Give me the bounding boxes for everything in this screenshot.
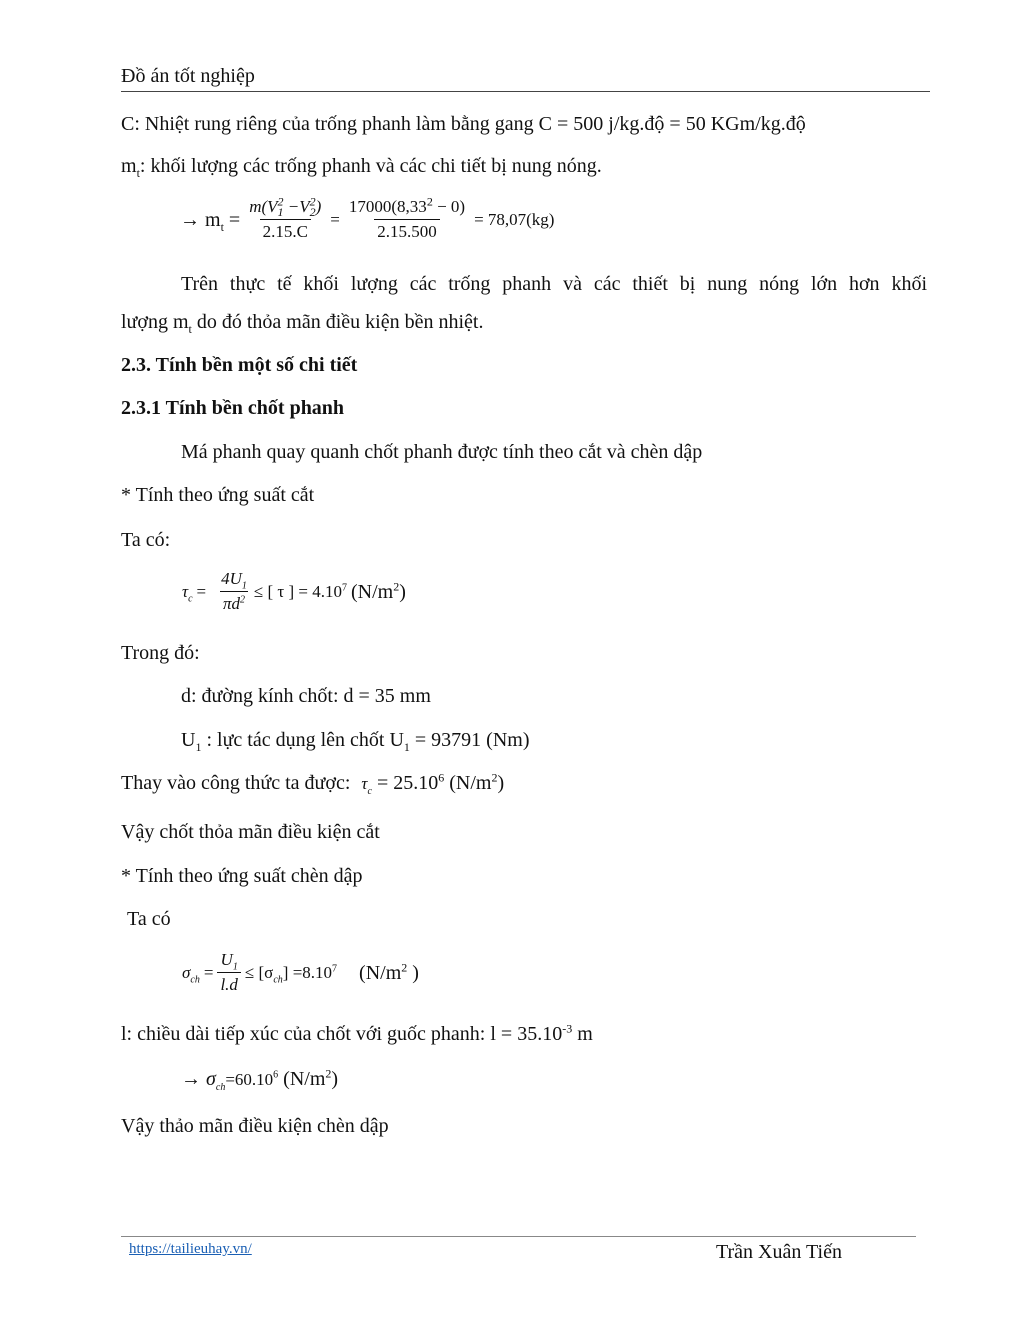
p-l-sup: -3: [562, 1021, 573, 1036]
p-thay-b: = 25.10: [371, 772, 439, 794]
f2-unit-end: ): [399, 580, 406, 603]
f2-unit-sup: 2: [393, 579, 400, 594]
f1-num1-i1: 1: [277, 205, 284, 220]
formula-bearing-numerator: [218, 950, 241, 972]
f2-unit: (N/m: [351, 580, 394, 603]
paragraph-real-2-sub: t: [188, 322, 192, 336]
formula-bearing-lhs: [182, 962, 200, 986]
f4-val: =60.10: [225, 1070, 274, 1089]
formula-mass-equals: =: [330, 209, 340, 229]
p-l-b: m: [572, 1023, 593, 1045]
formula-mass-lhs-sub: t: [220, 219, 224, 234]
p-thay-tau: τ: [361, 774, 368, 793]
f1-num1-c: ): [315, 197, 322, 216]
formula-mass: [180, 194, 555, 243]
p-thay-a: Thay vào công thức ta được:: [121, 772, 356, 794]
header-rule: [121, 91, 930, 92]
mt-definition-text: : khối lượng các trống phanh và các chi tiết bị nung nóng.: [139, 155, 602, 177]
p-thay-sup2: 2: [491, 770, 498, 785]
f3-rhs-b: ] =8.10: [282, 962, 333, 982]
formula-shear-fraction: [218, 569, 250, 615]
paragraph-u1: [181, 728, 530, 752]
formula-mass-lhs-eq: =: [223, 208, 241, 231]
formula-mass-numerator-1: [246, 194, 324, 220]
heading-2-3-1: 2.3.1 Tính bền chốt phanh: [121, 397, 345, 419]
p-thay-c: (N/m: [444, 772, 492, 794]
paragraph-taco: Ta có:: [121, 529, 171, 551]
formula-mass-denominator-1: 2.15.C: [260, 219, 311, 242]
paragraph-real-2: [121, 310, 483, 334]
f3-unit-sup: 2: [401, 960, 408, 975]
formula-shear-lhs: [182, 581, 193, 605]
formula-bearing-denominator: l.d: [217, 972, 240, 995]
p-thay-sup: 6: [438, 770, 445, 785]
f2-num-sub: 1: [241, 580, 247, 592]
f2-den: πd: [223, 594, 241, 614]
paragraph-real-2-a: lượng m: [121, 311, 189, 333]
p-thay-tau-sub: c: [367, 786, 372, 797]
f2-den-sup: 2: [240, 594, 246, 606]
paragraph-conclusion-bearing: Vậy thảo mãn điều kiện chèn dập: [121, 1115, 389, 1137]
f2-lhs-sub: c: [188, 593, 193, 605]
paragraph-conclusion-shear: Vậy chốt thỏa mãn điều kiện cắt: [121, 821, 380, 843]
paragraph-intro: Má phanh quay quanh chốt phanh được tính theo cắt và chèn dập: [181, 441, 703, 463]
f1-num2-s: 2: [426, 194, 433, 209]
f2-num: 4U: [221, 569, 242, 588]
formula-shear-denominator: [220, 591, 248, 614]
mt-symbol: m: [121, 155, 137, 177]
f1-num2-b: − 0): [432, 197, 466, 216]
header-title: Đồ án tốt nghiệp: [121, 65, 255, 87]
p-thay-d: ): [497, 772, 505, 794]
f1-num1-b: −V: [283, 197, 310, 216]
paragraph-length: [121, 1022, 593, 1046]
formula-mass-lhs-text: → m: [180, 208, 221, 231]
f1-num1-a: m(V: [249, 197, 278, 216]
f4-sub: ch: [215, 1082, 226, 1093]
paragraph-substitute: [121, 771, 504, 795]
formula-bearing-result: [181, 1067, 338, 1091]
paragraph-real-1: Trên thực tế khối lượng các trống phanh và các thiết bị nung nóng lớn hơn khối: [181, 273, 927, 295]
mt-subscript: t: [136, 166, 140, 180]
paragraph-mt-definition: [121, 154, 602, 178]
formula-shear-rhs: [254, 582, 347, 602]
f3-rhs-sup: 7: [332, 963, 338, 975]
f4-arrow: →: [181, 1068, 206, 1090]
f2-rhs-sup: 7: [342, 582, 347, 594]
f2-lhs: τ: [182, 581, 189, 601]
paragraph-d: d: đường kính chốt: d = 35 mm: [181, 685, 431, 707]
f2-rhs: ≤ [ τ ] = 4.10: [253, 581, 342, 601]
formula-mass-fraction-2: [346, 194, 468, 243]
f1-num1-s1: 2: [277, 194, 284, 209]
formula-shear-equals: =: [196, 581, 207, 601]
footer-link[interactable]: https://tailieuhay.vn/: [129, 1241, 252, 1257]
f3-rhs-sub: ch: [273, 974, 283, 986]
p-u1-b: : lực tác dụng lên chốt U: [201, 729, 404, 751]
paragraph-real-2-b: do đó thỏa mãn điều kiện bền nhiệt.: [191, 311, 484, 333]
formula-bearing-unit: [359, 961, 419, 985]
f4-unit: (N/m: [278, 1068, 326, 1090]
p-u1-sub2: 1: [403, 740, 410, 754]
f3-unit-end: ): [407, 961, 419, 984]
p-u1-c: = 93791 (Nm): [409, 729, 530, 751]
f1-num1-s2: 2: [309, 194, 316, 209]
f4-sup: 6: [273, 1069, 279, 1081]
f4-unit-end: ): [331, 1068, 339, 1090]
formula-shear-numerator: [218, 569, 250, 591]
f1-num2-a: 17000(8,33: [348, 197, 427, 216]
formula-mass-denominator-2: 2.15.500: [374, 219, 440, 242]
formula-bearing: [182, 950, 419, 996]
paragraph-shear-heading: * Tính theo ứng suất cắt: [121, 484, 315, 506]
f3-num: U: [220, 950, 233, 969]
f3-rhs-a: ≤ [σ: [244, 962, 274, 982]
footer-author: Trần Xuân Tiến: [716, 1241, 842, 1263]
formula-bearing-fraction: [217, 950, 240, 996]
formula-mass-fraction-1: [246, 194, 324, 243]
formula-bearing-rhs: [244, 962, 338, 986]
formula-bearing-equals: =: [203, 962, 214, 982]
formula-shear-unit: [351, 580, 406, 604]
formula-mass-result: = 78,07(kg): [474, 209, 555, 229]
f4-unit-sup: 2: [325, 1066, 332, 1081]
paragraph-bearing-heading: * Tính theo ứng suất chèn dập: [121, 865, 363, 887]
p-u1-sub: 1: [195, 740, 202, 754]
p-l-a: l: chiều dài tiếp xúc của chốt với guốc phanh: l = 35.10: [121, 1023, 563, 1045]
paragraph-trongdo: Trong đó:: [121, 642, 200, 664]
formula-mass-lhs: [180, 208, 240, 232]
f3-lhs-sub: ch: [190, 974, 200, 986]
footer-rule: [121, 1236, 916, 1237]
f3-lhs: σ: [182, 962, 191, 982]
paragraph-taco-2: Ta có: [127, 908, 171, 930]
paragraph-c-definition: C: Nhiệt rung riêng của trống phanh làm bằng gang C = 500 j/kg.độ = 50 KGm/kg.độ: [121, 113, 806, 135]
heading-2-3: 2.3. Tính bền một số chi tiết: [121, 354, 358, 376]
f1-num1-i2: 2: [309, 205, 316, 220]
f3-num-sub: 1: [232, 961, 238, 973]
formula-mass-numerator-2: [346, 194, 468, 219]
f3-unit: (N/m: [359, 961, 402, 984]
f4-sigma: σ: [206, 1068, 216, 1090]
formula-shear: [182, 569, 406, 615]
p-u1-a: U: [181, 729, 196, 751]
